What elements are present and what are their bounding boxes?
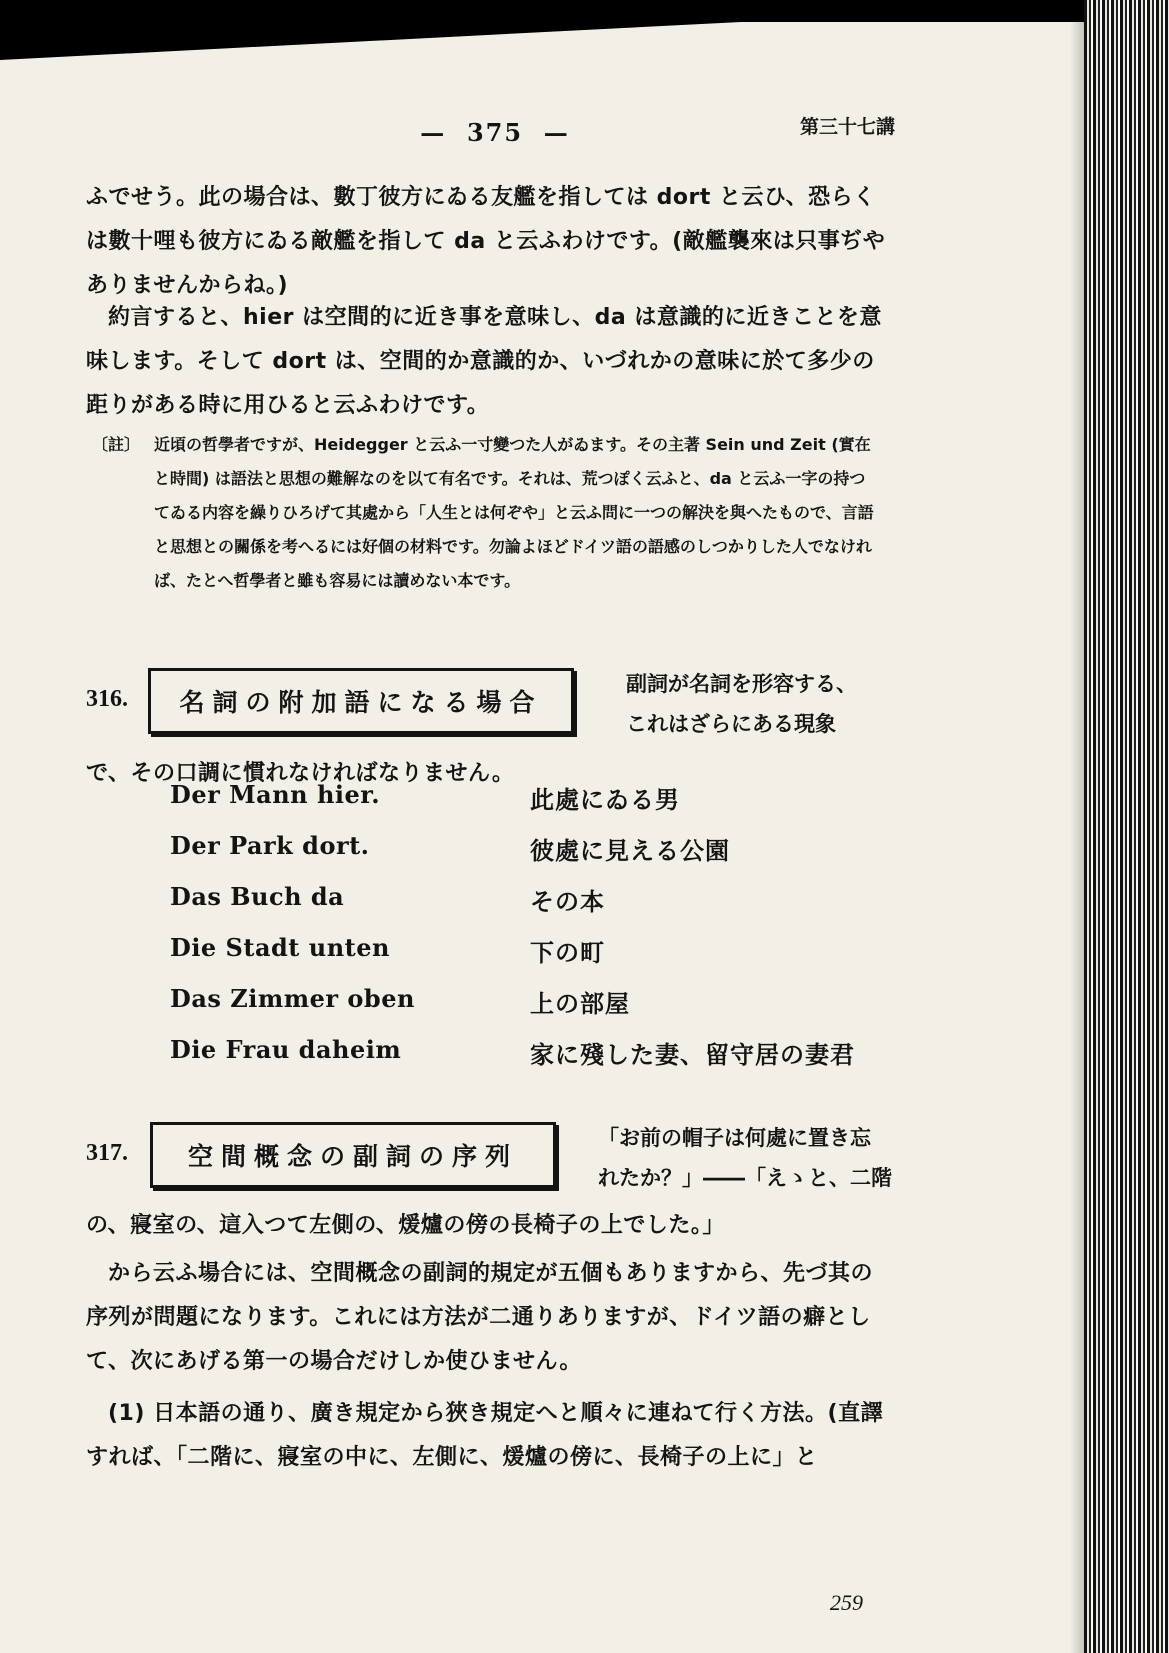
page-gutter-shadow: [1070, 0, 1084, 1653]
section-316-side-text: [626, 664, 906, 744]
footnote-body: 近頃の哲學者ですが、Heidegger と云ふ一寸變つた人がゐます。その主著 Sein und Zeit (實在と時間) は語法と思想の難解なのを以て有名です。それは、荒つぽく云ふと、da と云ふ一字の持つてゐる内容を繰りひろげて其處から「人生とは何ぞや」と云ふ問に一つの解決を與へたもので、言語と思想との關係を考へるには好個の材料です。勿論よほどドイツ語の語感のしつかりした人でなければ、たとへ哲學者と雖も容易には讀めない本です。: [154, 435, 874, 590]
footnote-label: 〔註〕: [92, 435, 141, 454]
example-japanese: 此處にゐる男: [530, 786, 680, 814]
section-316-side-line-1: 副詞が名詞を形容する、: [626, 672, 857, 696]
section-316-number: 316.: [86, 686, 128, 712]
example-row: [170, 780, 890, 831]
example-japanese: 彼處に見える公園: [530, 837, 730, 865]
section-317-paragraph-1: から云ふ場合には、空間概念の副詞的規定が五個もありますから、先づ其の序列が問題になります。これには方法が二通りありますが、ドイツ語の癖として、次にあげる第一の場合だけしか使ひません。: [86, 1261, 874, 1374]
section-317-title: 空間概念の副詞の序列: [150, 1122, 556, 1188]
page-stack-edge: [1084, 0, 1169, 1653]
example-german: Die Stadt unten: [170, 933, 390, 962]
section-316-title: 名詞の附加語になる場合: [148, 668, 574, 734]
example-japanese: 下の町: [530, 939, 605, 967]
intro-paragraph-1: ふでせう。此の場合は、數丁彼方にゐる友艦を指しては dort と云ひ、恐らくは數十哩も彼方にゐる敵艦を指して da と云ふわけです。(敵艦襲來は只事ぢやありませんからね。): [86, 185, 886, 298]
running-header-page-number: — 375 —: [420, 118, 570, 147]
example-japanese: その本: [530, 888, 605, 916]
example-german: Der Park dort.: [170, 831, 370, 860]
example-row: [170, 831, 890, 882]
example-german: Der Mann hier.: [170, 780, 381, 809]
footer-page-number: 259: [830, 1590, 863, 1615]
example-german: Die Frau daheim: [170, 1035, 402, 1064]
running-header-lecture: 第三十七講: [800, 116, 896, 138]
example-table: [170, 780, 890, 1086]
intro-paragraph-2: 約言すると、hier は空間的に近き事を意味し、da は意識的に近きことを意味します。そして dort は、空間的か意識的か、いづれかの意味に於て多少の距りがある時に用ひると云ふわけです。: [86, 305, 882, 418]
section-317-number: 317.: [86, 1140, 128, 1166]
section-317-paragraph-2: (1) 日本語の通り、廣き規定から狹き規定へと順々に連ねて行く方法。(直譯すれば、「二階に、寢室の中に、左側に、煖爐の傍に、長椅子の上に」と: [86, 1401, 884, 1470]
example-row: [170, 933, 890, 984]
section-317-side-line-2: れたか？」――「えゝと、二階: [598, 1166, 892, 1190]
example-row: [170, 984, 890, 1035]
section-316-continuation: で、その口調に慣れなければなりません。: [86, 761, 515, 786]
example-row: [170, 882, 890, 933]
section-317-continuation: の、寢室の、這入つて左側の、煖爐の傍の長椅子の上でした。」: [86, 1213, 725, 1238]
section-317-side-text: [598, 1118, 898, 1198]
example-german: Das Buch da: [170, 882, 345, 911]
example-japanese: 上の部屋: [530, 990, 630, 1018]
section-317-side-line-1: 「お前の帽子は何處に置き忘: [598, 1126, 871, 1150]
example-german: Das Zimmer oben: [170, 984, 415, 1013]
example-japanese: 家に殘した妻、留守居の妻君: [530, 1041, 855, 1069]
section-316-side-line-2: これはざらにある現象: [626, 712, 836, 736]
example-row: [170, 1035, 890, 1086]
